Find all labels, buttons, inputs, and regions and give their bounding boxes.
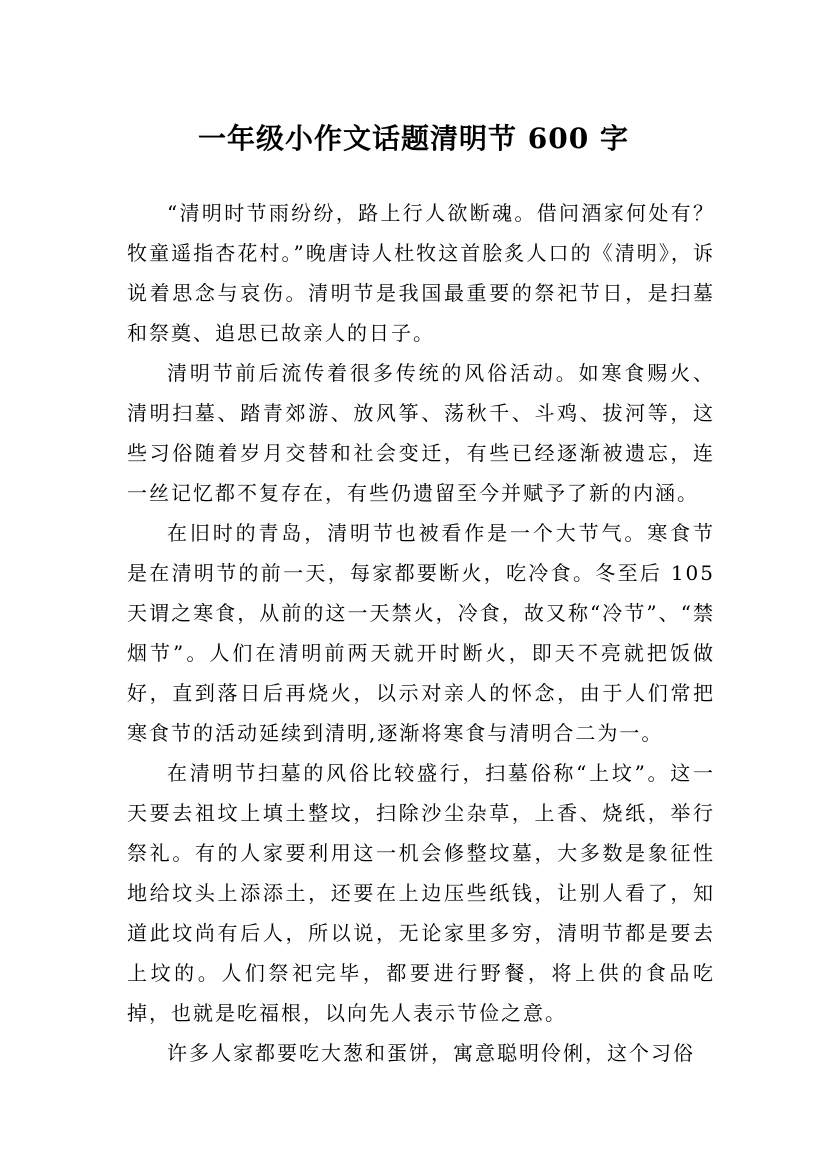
- paragraph-3: 在旧时的青岛，清明节也被看作是一个大节气。寒食节是在清明节的前一天，每家都要断火，吃冷食。冬至后 105 天谓之寒食，从前的这一天禁火，冷食，故又称“冷节”、“禁烟节”。人们在清明前两天就开时断火，即天不亮就把饭做好，直到落日后再烧火，以示对亲人的怀念，由于人们常把寒食节的活动延续到清明,逐渐将寒食与清明合二为一。: [127, 521, 715, 745]
- document-title: 一年级小作文话题清明节 600 字: [198, 121, 629, 155]
- paragraph-5: 许多人家都要吃大葱和蛋饼，寓意聪明伶俐，这个习俗: [167, 1041, 695, 1065]
- document-body: [127, 193, 715, 1073]
- paragraph-4: 在清明节扫墓的风俗比较盛行，扫墓俗称“上坟”。这一天要去祖坟上填土整坟，扫除沙尘杂草，上香、烧纸，举行祭礼。有的人家要利用这一机会修整坟墓，大多数是象征性地给坟头上添添土，还要在上边压些纸钱，让别人看了，知道此坟尚有后人，所以说，无论家里多穷，清明节都是要去上坟的。人们祭祀完毕，都要进行野餐，将上供的食品吃掉，也就是吃福根，以向先人表示节俭之意。: [127, 761, 715, 1025]
- paragraph-2: 清明节前后流传着很多传统的风俗活动。如寒食赐火、清明扫墓、踏青郊游、放风筝、荡秋千、斗鸡、拔河等，这些习俗随着岁月交替和社会变迁，有些已经逐渐被遗忘，连一丝记忆都不复存在，有些仍遗留至今并赋予了新的内涵。: [127, 361, 715, 505]
- paragraph-1: “清明时节雨纷纷，路上行人欲断魂。借问酒家何处有？牧童遥指杏花村。”晚唐诗人杜牧这首脍炙人口的《清明》，诉说着思念与哀伤。清明节是我国最重要的祭祀节日，是扫墓和祭奠、追思已故亲人的日子。: [127, 201, 715, 345]
